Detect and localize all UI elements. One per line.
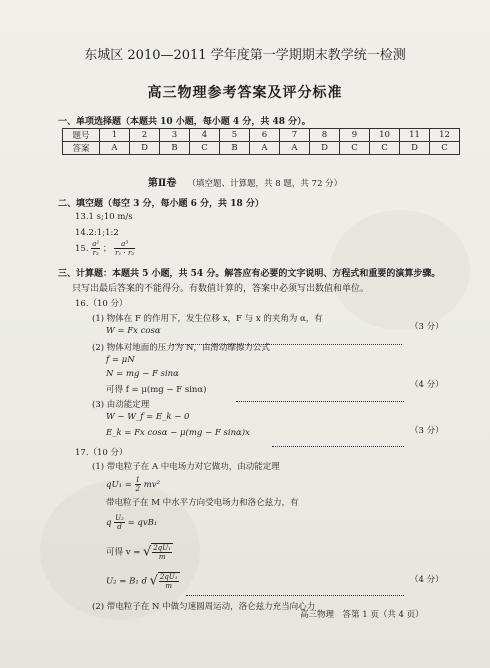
q17-label: 17.（10 分） [75,448,128,458]
question-number: 6 [250,129,280,142]
question-number: 12 [430,129,460,142]
answer-cell: B [220,142,250,155]
answer-cell: A [250,142,280,155]
question-number: 4 [190,129,220,142]
exam-title: 东城区 2010—2011 学年度第一学期期末教学统一检测 [84,48,406,63]
question-number: 11 [400,129,430,142]
q16-part2: (2) 物体对地面的压力为 N，由滑动摩擦力公式 [92,343,270,353]
answer-cell: D [310,142,340,155]
q16-part3: (3) 由动能定理 [92,400,150,410]
fraction [135,476,141,493]
fraction-numerator: 2qU₁ [159,573,178,581]
q17-eq4 [106,572,180,590]
q16-eq6: E_k = Fx cosα − μ(mg − F sinα)x [106,428,250,438]
q17-score1: （4 分） [410,575,444,585]
fraction-numerator: U₂ [115,514,124,522]
question-number: 5 [220,129,250,142]
q17-eq2 [106,514,157,531]
sqrt-icon: √ [149,573,158,589]
answer-cell: C [370,142,400,155]
eq-text: mv² [143,480,160,490]
answer-q13: 13.1 s;10 m/s [75,212,133,222]
eq-text: U₂ = B₁ d [106,576,147,587]
row-label: 题号 [63,129,100,142]
leader-dots [236,387,404,406]
section3-heading [58,266,440,279]
fraction-denominator: r₁ · r₂ [115,249,135,257]
answer-cell: D [130,142,160,155]
q16-part1: (1) 物体在 F 的作用下，发生位移 x，F 与 x 的夹角为 α，有 [92,314,323,324]
answer-cell: A [100,142,130,155]
fraction-numerator: 1 [135,476,141,484]
q17-part1: (1) 带电粒子在 A 中电场力对它做功，由动能定理 [92,462,280,472]
eq-text: 可得 v = [106,547,141,558]
table-row [63,142,460,155]
q16-eq2: f = μN [106,355,135,365]
q15-fraction-2 [114,240,135,257]
answer-key-title: 高三物理参考答案及评分标准 [147,85,343,101]
answer-table [62,128,460,155]
q16-label: 16.（10 分） [75,299,128,309]
q16-score2: （4 分） [410,380,444,390]
q16-eq1: W = Fx cosα [106,326,161,336]
fraction-numerator: a³ [114,240,135,249]
sqrt-body [158,572,180,590]
section3-heading-text: 三、计算题：本题共 5 小题，共 54 分。解答应有必要的文字说明、方程式和重要的演算步骤。 [58,269,441,279]
section3-heading-line2: 只写出最后答案的不能得分。有数值计算的，答案中必须写出数值和单位。 [72,284,370,294]
fraction-numerator: 2qU₁ [153,544,171,552]
q17-part1b: 带电粒子在 M 中水平方向受电场力和洛仑兹力，有 [106,498,299,508]
question-number: 8 [310,129,340,142]
question-number: 2 [130,129,160,142]
answer-cell: B [160,142,190,155]
answer-cell: C [430,142,460,155]
q17-part2: (2) 带电粒子在 N 中做匀速圆周运动，洛仑兹力充当向心力 [92,602,316,612]
eq-text: qU₁ = [106,480,132,490]
row-label: 答案 [63,142,100,155]
fraction-denominator: 2 [135,485,141,493]
section1-heading: 一、单项选择题（本题共 10 小题，每小题 4 分，共 48 分）。 [58,117,311,127]
part2-header [0,174,490,189]
question-number: 10 [370,129,400,142]
q16-eq3: N = mg − F sinα [106,369,179,379]
q16-score3: （3 分） [410,426,444,436]
answer-cell: C [340,142,370,155]
question-number: 9 [340,129,370,142]
fraction [114,514,125,531]
q16-score1: （3 分） [410,322,444,332]
question-number: 7 [280,129,310,142]
answer-cell: A [280,142,310,155]
fraction-denominator: r₂ [92,249,99,257]
sqrt-body [151,543,173,561]
q15-number: 15. [75,244,89,254]
q16-eq4: 可得 f = μ(mg − F sinα) [106,385,207,395]
page-footer: 高三物理 答第 1 页（共 4 页） [300,610,424,620]
q15-separator: ； [102,244,112,254]
sqrt-icon: √ [143,544,152,560]
leader-dots [272,432,404,451]
section2-heading: 二、填空题（每空 3 分，每小题 6 分，共 18 分） [58,199,264,209]
part2-title: 第Ⅱ卷 [147,178,177,189]
fraction-denominator: m [165,582,173,590]
eq-text: = qvB₁ [127,518,158,528]
question-number: 3 [160,129,190,142]
fraction-denominator: m [158,553,166,561]
q17-eq3 [106,543,173,561]
part2-subtitle: （填空题、计算题，共 8 题，共 72 分） [187,179,343,189]
q16-eq5: W − W_f = E_k − 0 [106,412,190,422]
answer-q14: 14.2:1;1:2 [75,228,119,238]
answer-q15 [75,240,135,257]
table-row [63,129,460,142]
leader-dots [186,581,404,600]
fraction-denominator: d [117,523,122,531]
answer-cell: D [400,142,430,155]
q17-eq1 [106,476,160,493]
fraction-numerator: a² [92,240,100,248]
eq-text: q [106,518,112,528]
answer-cell: C [190,142,220,155]
question-number: 1 [100,129,130,142]
q15-fraction-1 [91,240,100,257]
